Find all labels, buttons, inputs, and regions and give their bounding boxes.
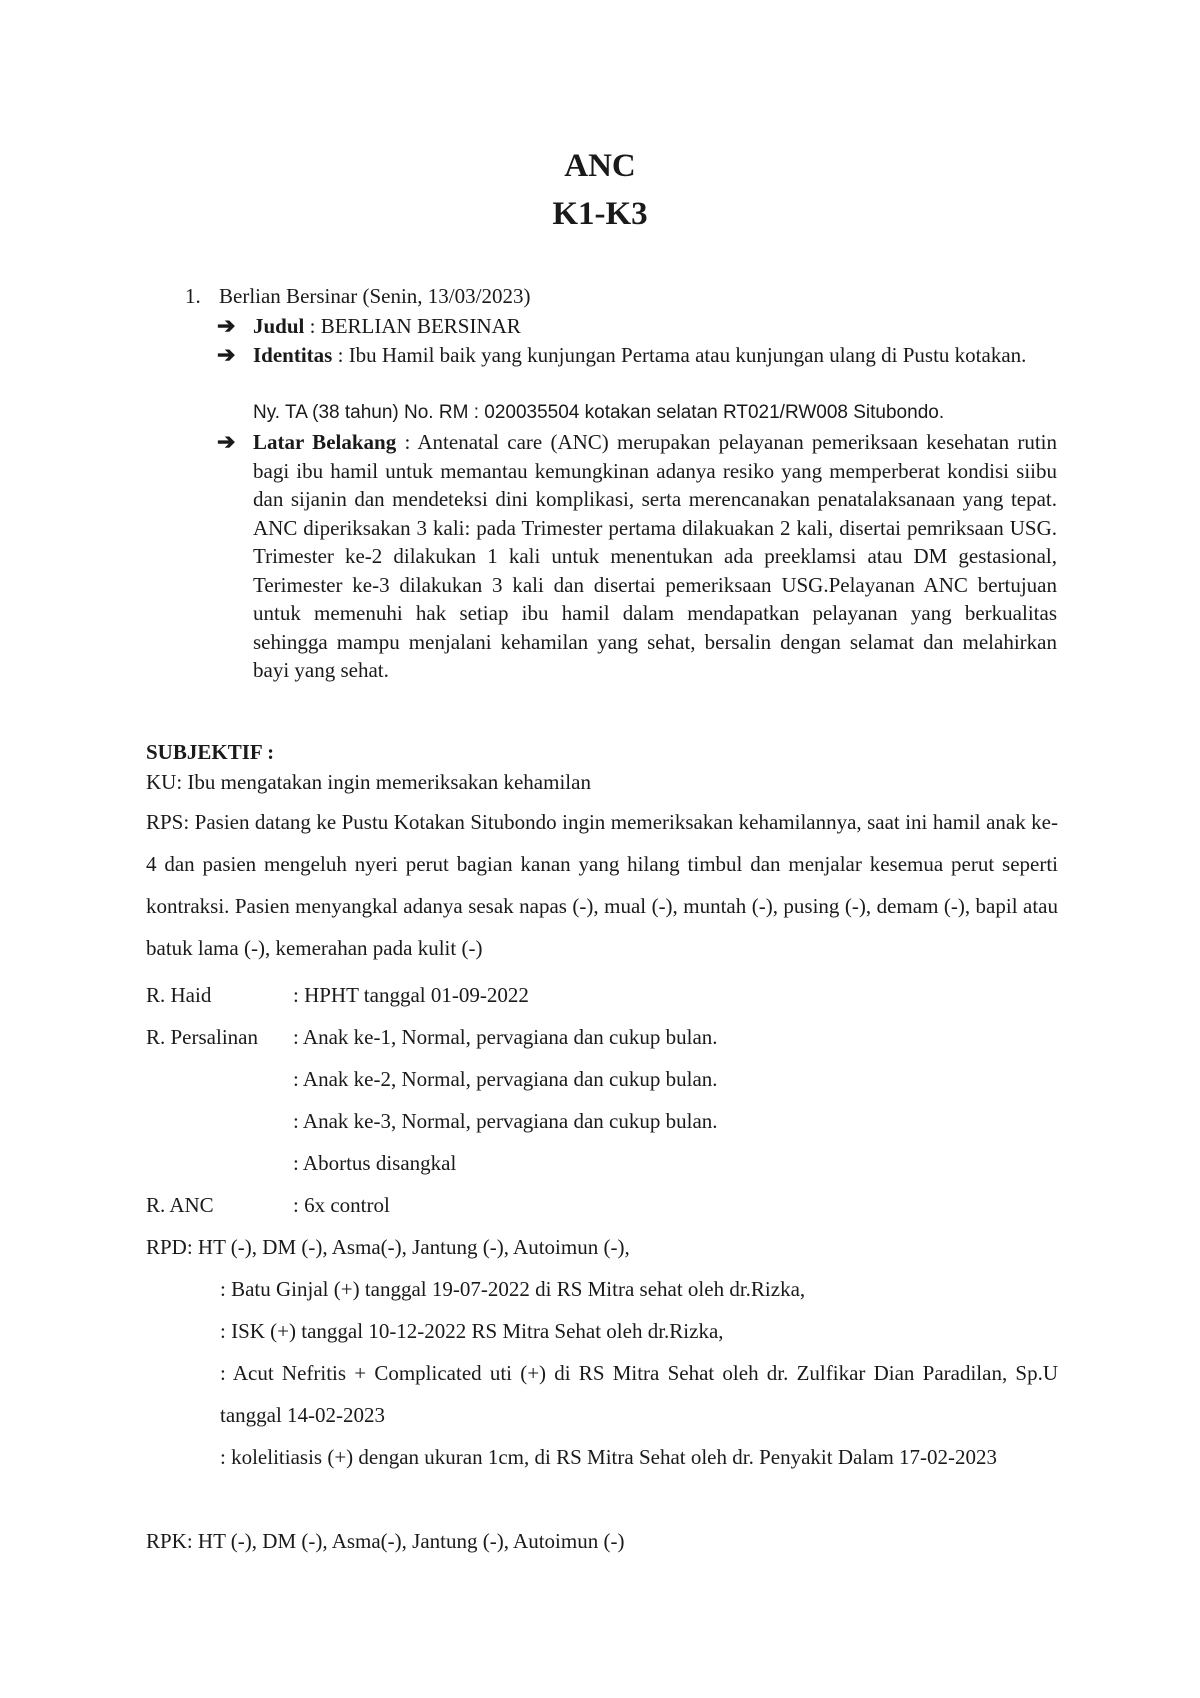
latar-belakang-label: Latar Belakang bbox=[253, 430, 397, 454]
judul-value: : BERLIAN BERSINAR bbox=[309, 314, 521, 338]
riwayat-anc-label: R. ANC bbox=[146, 1193, 214, 1217]
keluhan-utama: KU: Ibu mengatakan ingin memeriksakan kehamilan bbox=[146, 770, 591, 794]
list-number: 1. bbox=[185, 284, 201, 308]
persalinan-entry: : Anak ke-2, Normal, pervagiana dan cukup bulan. bbox=[293, 1067, 718, 1091]
latar-belakang-block bbox=[253, 428, 1057, 685]
riwayat-anc-value: : 6x control bbox=[293, 1193, 390, 1217]
rpd-entry: : kolelitiasis (+) dengan ukuran 1cm, di RS Mitra Sehat oleh dr. Penyakit Dalam 17-02-2023 bbox=[220, 1445, 998, 1469]
arrow-bullet-icon: ➔ bbox=[217, 342, 236, 367]
persalinan-entry: : Anak ke-3, Normal, pervagiana dan cukup bulan. bbox=[293, 1109, 718, 1133]
identitas-label: Identitas bbox=[253, 343, 333, 367]
riwayat-haid-value: : HPHT tanggal 01-09-2022 bbox=[293, 983, 529, 1007]
rpd-entry: : Batu Ginjal (+) tanggal 19-07-2022 di RS Mitra sehat oleh dr.Rizka, bbox=[220, 1277, 806, 1301]
identitas-text: : Ibu Hamil baik yang kunjungan Pertama atau kunjungan ulang di Pustu kotakan. bbox=[337, 343, 1027, 367]
identitas-block bbox=[253, 341, 1057, 370]
identitas-patient: Ny. TA (38 tahun) No. RM : 020035504 kotakan selatan RT021/RW008 Situbondo. bbox=[253, 402, 945, 423]
persalinan-entry: : Anak ke-1, Normal, pervagiana dan cukup bulan. bbox=[293, 1025, 718, 1049]
arrow-bullet-icon: ➔ bbox=[217, 429, 236, 454]
persalinan-entry: : Abortus disangkal bbox=[293, 1151, 457, 1175]
judul-line bbox=[253, 312, 1057, 341]
riwayat-penyakit-dahulu: RPD: HT (-), DM (-), Asma(-), Jantung (-), Autoimun (-), bbox=[146, 1235, 630, 1259]
document-title: ANC bbox=[564, 148, 636, 184]
judul-label: Judul bbox=[253, 314, 305, 338]
item-heading-text: Berlian Bersinar (Senin, 13/03/2023) bbox=[219, 284, 531, 308]
list-item-heading bbox=[185, 282, 530, 310]
section-title-subjektif: SUBJEKTIF : bbox=[146, 740, 275, 764]
arrow-bullet-icon: ➔ bbox=[217, 313, 236, 338]
document-subtitle: K1-K3 bbox=[552, 196, 648, 232]
rpd-entry: : ISK (+) tanggal 10-12-2022 RS Mitra Sehat oleh dr.Rizka, bbox=[220, 1319, 724, 1343]
latar-belakang-text: : Antenatal care (ANC) merupakan pelayanan pemeriksaan kesehatan rutin bagi ibu hamil untuk memantau kemungkinan adanya resiko yang memperberat kondisi siibu dan sijanin dan mendeteksi dini komplikasi, serta merencanakan penatalaksanaan yang tepat. ANC diperiksakan 3 kali: pada Trimester pertama dilakuakan 2 kali, disertai pemriksaan USG. Trimester ke-2 dilakukan 1 kali untuk menentukan ada preeklamsi atau DM gestasional, Terimester ke-3 dilakukan 3 kali dan disertai pemeriksaan USG.Pelayanan ANC bertujuan untuk memenuhi hak setiap ibu hamil dalam mendapatkan pelayanan yang berkualitas sehingga mampu menjalani kehamilan yang sehat, bersalin dengan selamat dan melahirkan bayi yang sehat. bbox=[253, 430, 1057, 682]
riwayat-haid-label: R. Haid bbox=[146, 983, 212, 1007]
riwayat-penyakit-keluarga: RPK: HT (-), DM (-), Asma(-), Jantung (-), Autoimun (-) bbox=[146, 1529, 625, 1553]
riwayat-penyakit-sekarang: RPS: Pasien datang ke Pustu Kotakan Situbondo ingin memeriksakan kehamilannya, saat ini hamil anak ke-4 dan pasien mengeluh nyeri perut bagian kanan yang hilang timbul dan menjalar kesemua perut seperti kontraksi. Pasien menyangkal adanya sesak napas (-), mual (-), muntah (-), pusing (-), demam (-), bapil atau batuk lama (-), kemerahan pada kulit (-) bbox=[146, 810, 1058, 960]
rpd-entry: : Acut Nefritis + Complicated uti (+) di RS Mitra Sehat oleh dr. Zulfikar Dian Paradilan, Sp.U tanggal 14-02-2023 bbox=[220, 1361, 1058, 1427]
riwayat-persalinan-label: R. Persalinan bbox=[146, 1025, 258, 1049]
